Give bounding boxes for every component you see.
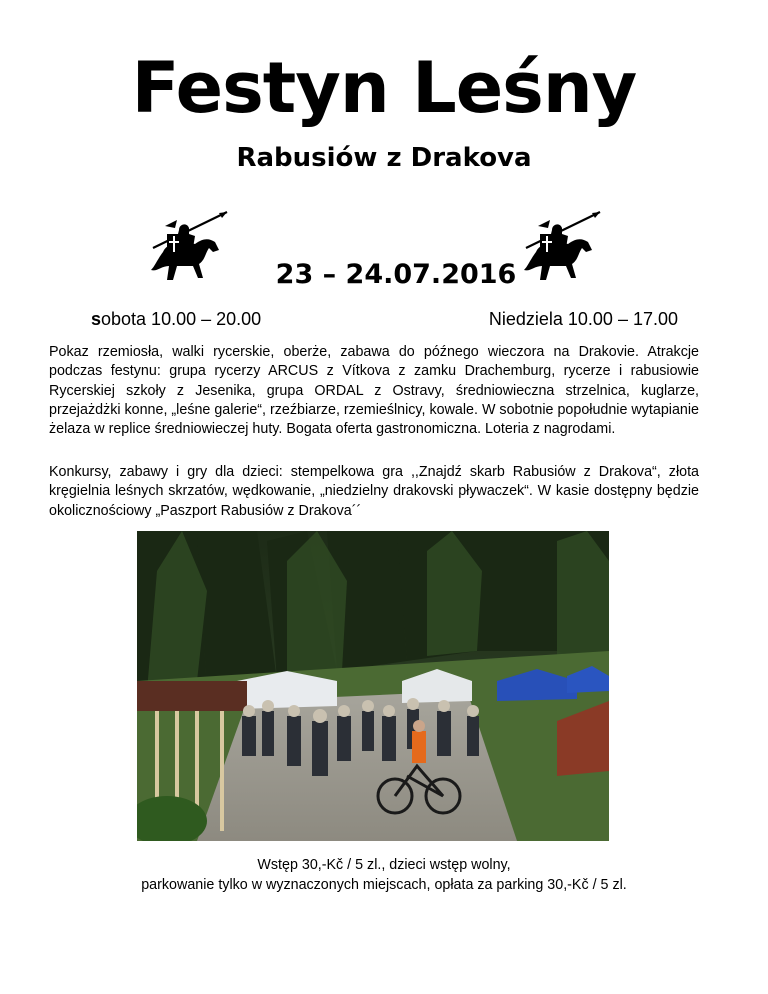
attractions-paragraph: Pokaz rzemiosła, walki rycerskie, oberże, zabawa do późnego wieczora na Drakovie. Atrakcje podczas festynu: grupa rycerzy ARCUS z Vítkova z zamku Drachemburg, rycerze i rabusiowie Rycerskiej szkoły z Jesenika, grupa ORDAL z Ostravy, średniowieczna strzelnica, kuglarze, przejażdżki konne, „leśne galerie“, rzeźbiarze, rzemieślnicy, kowale. W sobotnie popołudnie wytapianie żelaza w replice średniowieczej huty. Bogata oferta gastronomiczna. Loteria z nagrodami. [49,344,699,438]
event-dates: 23 – 24.07.2016 [275,259,517,290]
footer-entry-fee: Wstęp 30,-Kč / 5 zl., dzieci wstęp wolny, [257,857,511,873]
saturday-first-letter: s [91,309,102,329]
knight-on-horse-icon [143,208,229,284]
saturday-hours [91,307,261,331]
footer [0,855,768,895]
footer-parking-info: parkowanie tylko w wyznaczonych miejscach, opłata za parking 30,-Kč / 5 zl. [141,877,627,893]
poster-subtitle: Rabusiów z Drakova [236,143,532,173]
saturday-hours-text: obota 10.00 – 20.00 [101,309,262,329]
kids-activities-paragraph: Konkursy, zabawy i gry dla dzieci: stempelkowa gra ,,Znajdź skarb Rabusiów z Drakova“, złota kręgielnia leśnych skrzatów, wędkowanie, „niedzielny drakovski pływaczek“. W kasie dostępny będzie okolicznościowy „Paszport Rabusiów z Drakova´´ [49,464,699,519]
sunday-hours: Niedziela 10.00 – 17.00 [488,309,678,329]
festival-photo [137,531,609,841]
poster-title: Festyn Leśny [131,47,637,129]
